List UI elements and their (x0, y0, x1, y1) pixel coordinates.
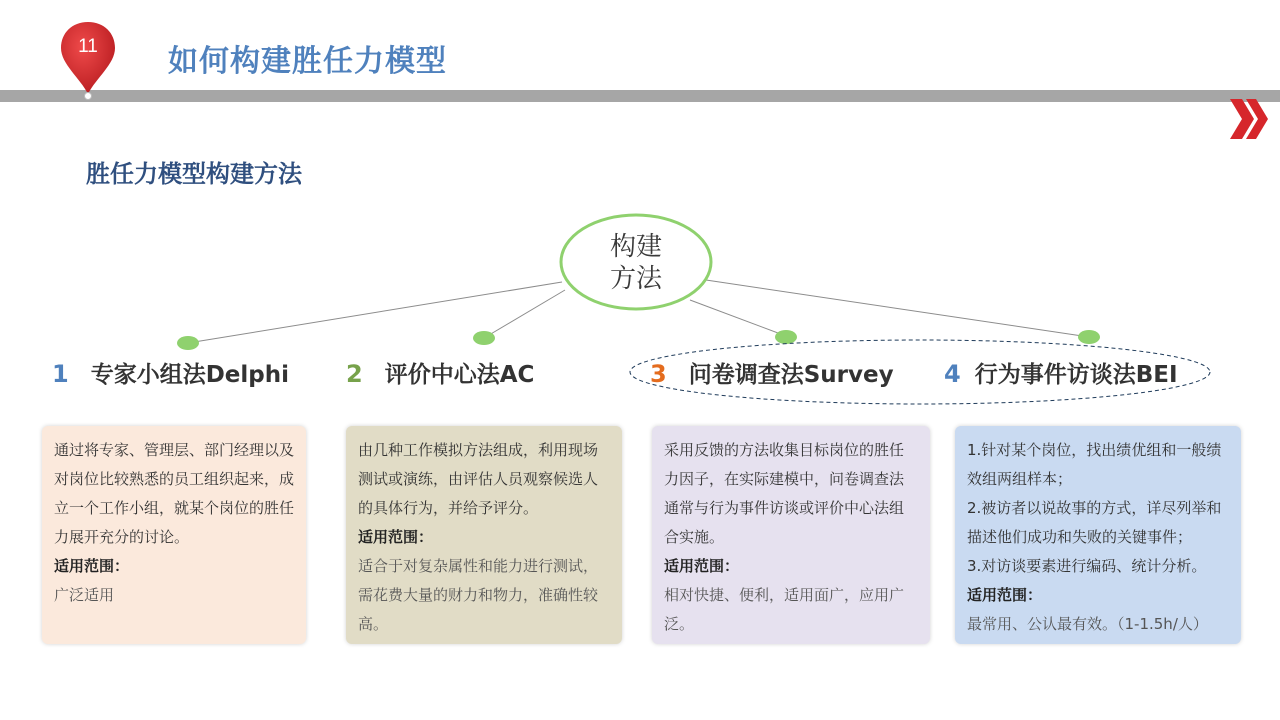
method-heading-4 (944, 356, 1178, 389)
method-number: 1 (52, 360, 69, 388)
card-description-line: 3.对访谈要素进行编码、统计分析。 (967, 557, 1207, 575)
method-number: 2 (346, 360, 363, 388)
branch-node-2 (473, 331, 495, 345)
center-node-label: 构建 方法 (609, 232, 662, 294)
scope-label: 适用范围： (664, 557, 740, 575)
scope-label: 适用范围： (358, 528, 434, 546)
scope-label: 适用范围： (54, 557, 130, 575)
method-name: 问卷调查法Survey (688, 362, 894, 388)
scope-label: 适用范围： (967, 586, 1043, 604)
method-card-3 (652, 426, 930, 644)
scope-text: 相对快捷、便利，适用面广，应用广泛。 (664, 586, 905, 633)
method-number: 3 (650, 360, 667, 388)
card-description: 由几种工作模拟方法组成，利用现场测试或演练，由评估人员观察候选人的具体行为，并给予评分。 (358, 441, 599, 517)
branch-node-3 (775, 330, 797, 344)
scope-text: 适合于对复杂属性和能力进行测试，需花费大量的财力和物力，准确性较高。 (358, 557, 599, 633)
scope-text: 广泛适用 (54, 586, 115, 604)
card-description-line: 2.被访者以说故事的方式，详尽列举和描述他们成功和失败的关键事件； (967, 499, 1222, 546)
method-number: 4 (944, 360, 961, 388)
card-description: 通过将专家、管理层、部门经理以及对岗位比较熟悉的员工组织起来，成立一个工作小组，就某个岗位的胜任力展开充分的讨论。 (54, 441, 295, 546)
card-description: 采用反馈的方法收集目标岗位的胜任力因子，在实际建模中，问卷调查法通常与行为事件访谈或评价中心法组合实施。 (664, 441, 905, 546)
method-heading-1 (52, 356, 289, 389)
method-card-4 (955, 426, 1241, 644)
slide-number: 11 (78, 36, 98, 57)
branch-node-4 (1078, 330, 1100, 344)
method-name: 行为事件访谈法BEI (974, 362, 1178, 388)
method-name: 专家小组法Delphi (90, 362, 289, 388)
card-description-line: 1.针对某个岗位，找出绩优组和一般绩效组两组样本； (967, 441, 1222, 488)
method-card-2 (346, 426, 622, 644)
section-title: 胜任力模型构建方法 (86, 160, 302, 188)
page-title: 如何构建胜任力模型 (168, 44, 447, 79)
scope-text: 最常用、公认最有效。（1-1.5h/人） (967, 615, 1208, 633)
method-card-1 (42, 426, 306, 644)
branch-node-1 (177, 336, 199, 350)
method-heading-2 (346, 356, 534, 389)
method-heading-3 (650, 356, 894, 389)
method-name: 评价中心法AC (384, 362, 535, 388)
